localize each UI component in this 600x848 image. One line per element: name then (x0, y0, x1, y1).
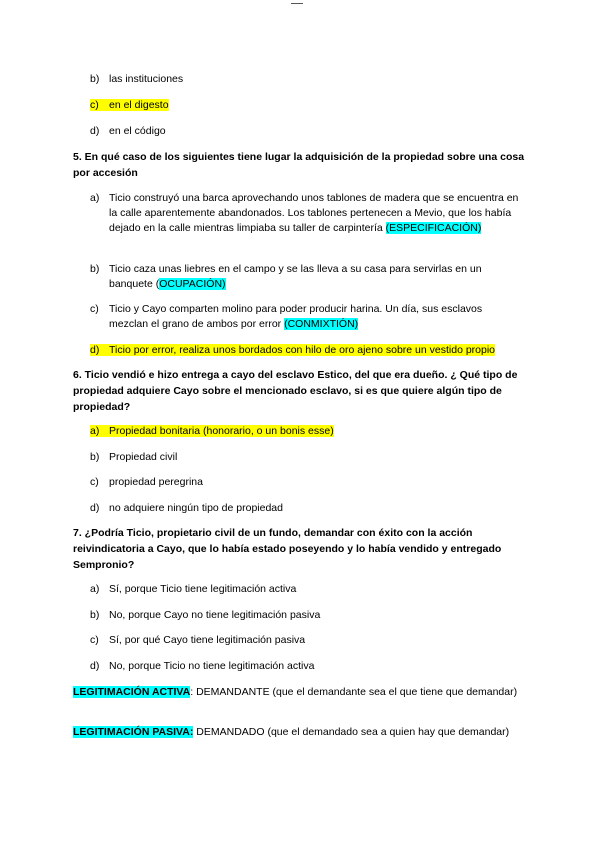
option-text: propiedad peregrina (109, 476, 203, 488)
option-label: a) (90, 192, 100, 204)
option-label: d) (90, 125, 100, 137)
option-text: Propiedad bonitaria (honorario, o un bonis esse) (109, 425, 334, 437)
option-label: b) (90, 451, 100, 463)
q5-option-a[interactable] (90, 191, 529, 236)
question-5-title: 5. En qué caso de los siguientes tiene lugar la adquisición de la propiedad sobre una cosa por accesión (73, 151, 525, 179)
note-legitimacion-activa (73, 684, 523, 701)
prev-option-c[interactable] (90, 98, 169, 113)
option-text: Ticio y Cayo comparten molino para poder producir harina. Un día, sus esclavos mezclan el grano de ambos por error (109, 303, 483, 330)
note-text: : DEMANDANTE (que el demandante sea el que tiene que demandar) (190, 686, 518, 698)
option-label: a) (90, 583, 100, 595)
option-text: Ticio por error, realiza unos bordados con hilo de oro ajeno sobre un vestido propio (109, 344, 496, 356)
option-text: no adquiere ningún tipo de propiedad (109, 502, 283, 514)
answer-tag: (CONMIXTIÓN) (284, 318, 359, 330)
option-label: b) (90, 73, 100, 85)
option-label: c) (90, 303, 99, 315)
option-text: en el digesto (109, 99, 169, 111)
option-label: b) (90, 263, 100, 275)
option-text: No, porque Cayo no tiene legitimación pasiva (109, 609, 321, 621)
note-legitimacion-pasiva (73, 724, 523, 741)
q7-option-d[interactable] (90, 659, 314, 674)
option-label: d) (90, 344, 100, 356)
option-text: Sí, por qué Cayo tiene legitimación pasiva (109, 634, 306, 646)
prev-option-d[interactable] (90, 124, 166, 139)
q5-option-d[interactable] (90, 343, 495, 358)
option-text: Ticio caza unas liebres en el campo y se las lleva a su casa para servirlas en un banquete ( (109, 263, 482, 290)
question-6-title: 6. Ticio vendió e hizo entrega a cayo del esclavo Estico, del que era dueño. ¿ Qué tipo de propiedad adquiere Cayo sobre el mencionado esclavo, si es que quiere algún tipo de propiedad? (73, 369, 518, 413)
q7-option-c[interactable] (90, 633, 305, 648)
option-label: c) (90, 476, 99, 488)
q5-option-b[interactable] (90, 262, 509, 292)
option-label: a) (90, 425, 100, 437)
q6-option-d[interactable] (90, 501, 283, 516)
q6-option-a[interactable] (90, 424, 334, 439)
note-text: DEMANDADO (que el demandado sea a quien hay que demandar) (193, 726, 510, 738)
prev-option-b[interactable] (90, 72, 183, 87)
option-text: las instituciones (109, 73, 184, 85)
option-label: d) (90, 502, 100, 514)
option-text: Propiedad civil (109, 451, 178, 463)
note-term: LEGITIMACIÓN PASIVA: (73, 726, 194, 738)
option-label: b) (90, 609, 100, 621)
q7-option-b[interactable] (90, 608, 320, 623)
q6-option-b[interactable] (90, 450, 177, 465)
note-term: LEGITIMACIÓN ACTIVA (73, 686, 191, 698)
option-label: c) (90, 634, 99, 646)
answer-tag: (ESPECIFICACIÓN) (385, 222, 482, 234)
option-label: c) (90, 99, 99, 111)
q6-option-c[interactable] (90, 475, 203, 490)
question-7-title: 7. ¿Podría Ticio, propietario civil de un fundo, demandar con éxito con la acción reivindicatoria a Cayo, que lo había estado poseyendo y lo había vendido y entregado Sempronio? (73, 527, 502, 571)
option-text: No, porque Ticio no tiene legitimación activa (109, 660, 315, 672)
option-text: Ticio construyó una barca aprovechando unos tablones de madera que se encuentra en la calle aparentemente abandonados. Los tablones pertenecen a Mevio, que los había dejado en la calle mientras limpiaba su taller de carpintería (109, 192, 519, 234)
answer-tag: OCUPACIÓN) (159, 278, 226, 290)
option-label: d) (90, 660, 100, 672)
q7-option-a[interactable] (90, 582, 296, 597)
option-text: Sí, porque Ticio tiene legitimación activa (109, 583, 297, 595)
option-text: en el código (109, 125, 166, 137)
page-top-mark (291, 0, 303, 4)
q5-option-c[interactable] (90, 302, 509, 332)
